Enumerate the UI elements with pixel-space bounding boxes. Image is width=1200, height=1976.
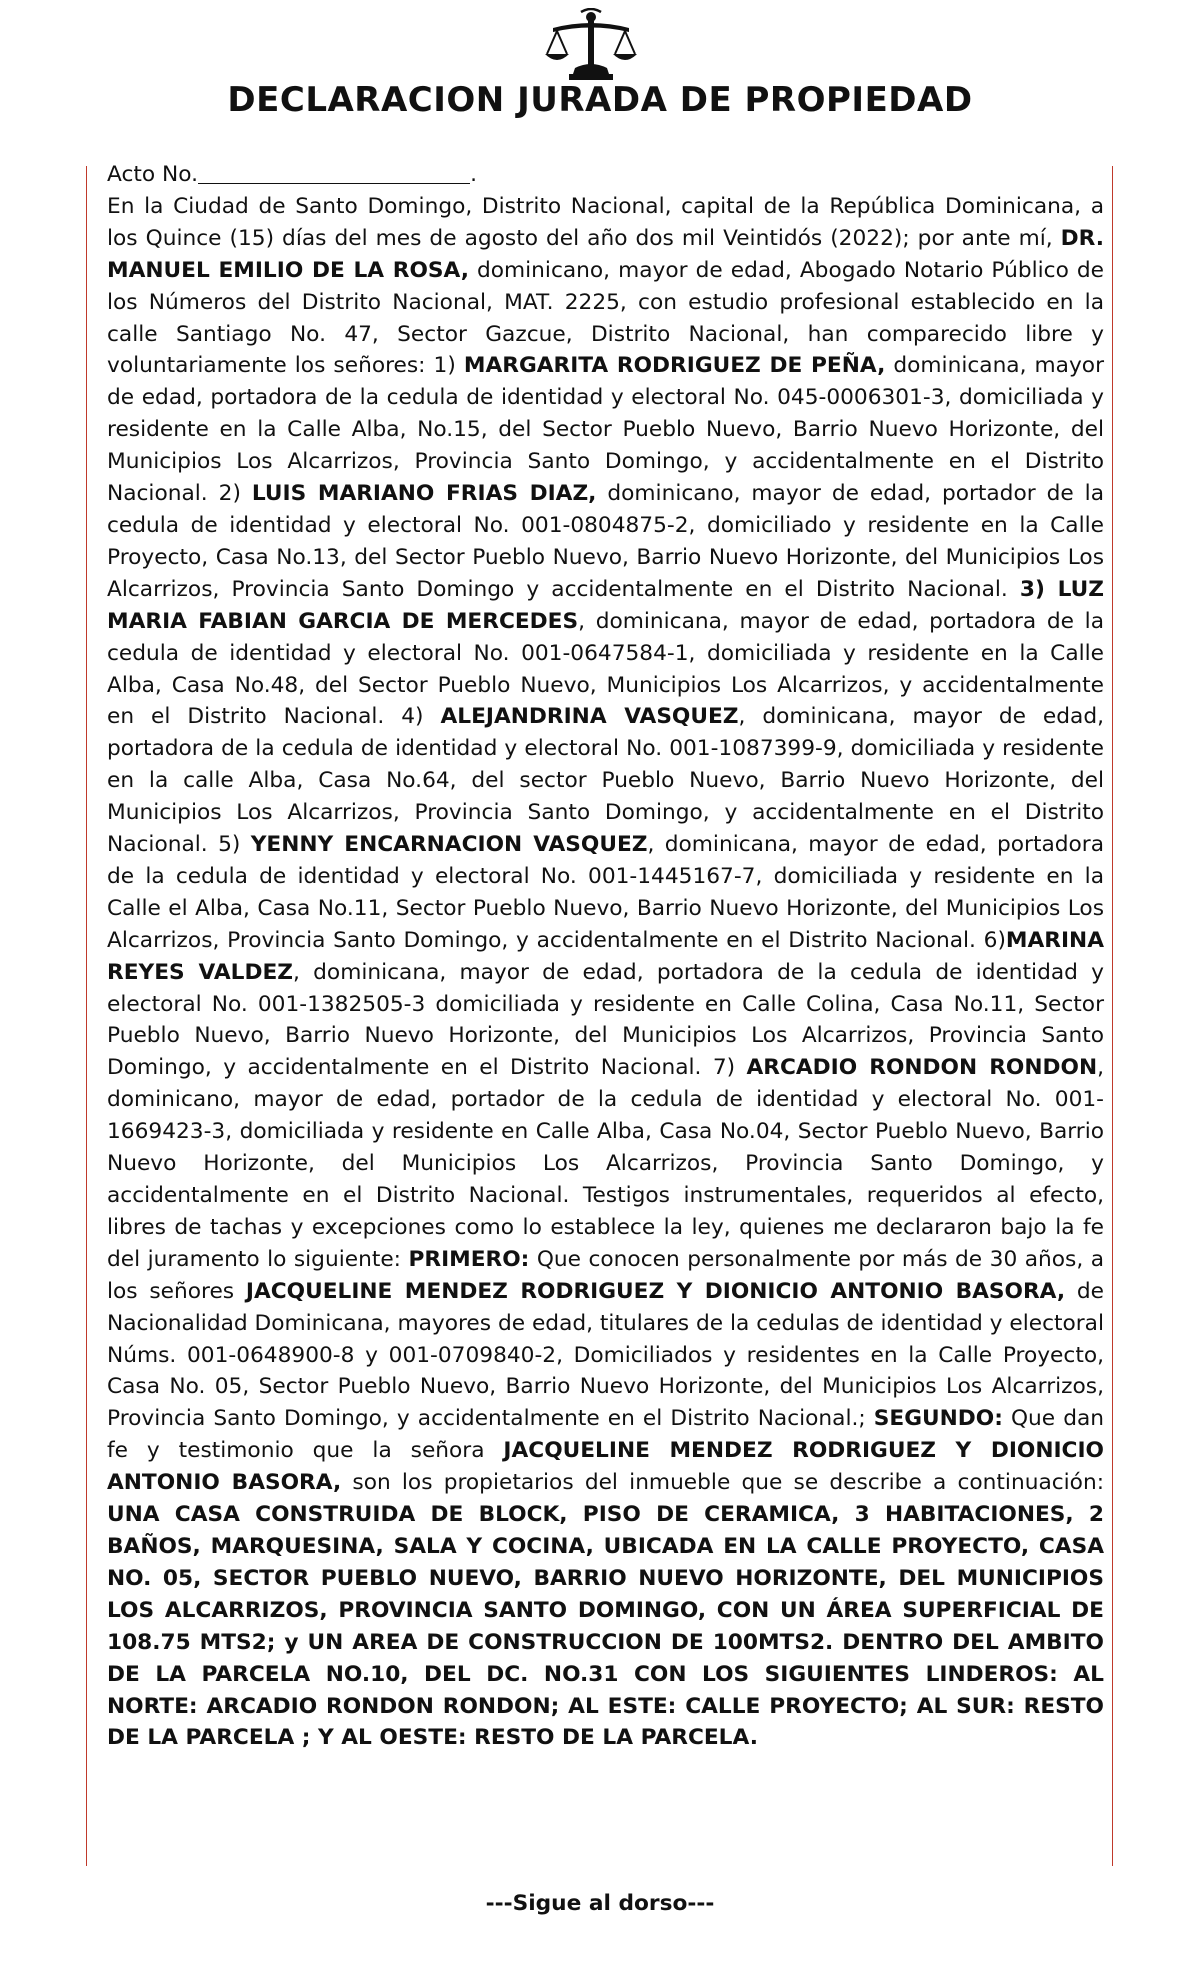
document-body: [107, 159, 1104, 1754]
body-text-segment: dominicano, mayor de edad, portador de la cedula de identidad y electoral No. 001-0804875-2, domiciliado y residente en la Calle Proyecto, Casa No.13, del Sector Pueblo Nuevo, Barrio Nuevo Horizonte, del Municipios Los Alcarrizos, Provincia Santo Domingo y accidentalmente en el Distrito Nacional.: [107, 481, 1104, 602]
witness-name-5: YENNY ENCARNACION VASQUEZ: [250, 832, 648, 858]
body-text-segment: son los propietarios del inmueble que se describe a continuación:: [341, 1470, 1104, 1496]
witness-name-4: ALEJANDRINA VASQUEZ: [440, 704, 739, 730]
owners-names: JACQUELINE MENDEZ RODRIGUEZ Y DIONICIO ANTONIO BASORA,: [245, 1278, 1066, 1304]
body-text-segment: Que dan fe y testimonio que la señora: [107, 1406, 1104, 1464]
acto-label: Acto No.: [107, 162, 199, 187]
body-text-segment: de Nacionalidad Dominicana, mayores de edad, titulares de la cedulas de identidad y electoral Núms. 001-0648900-8 y 001-0709840-2, Domiciliados y residentes en la Calle Proyecto, Casa No. 05, Sector Pueblo Nuevo, Barrio Nuevo Horizonte, del Municipios Los Alcarrizos, Provincia Santo Domingo, y accidentalmente en el Distrito Nacional.;: [107, 1278, 1104, 1432]
clause-primero-label: PRIMERO:: [408, 1246, 530, 1272]
continued-overleaf-note: ---Sigue al dorso---: [485, 1891, 715, 1916]
scales-of-justice-icon: [545, 8, 637, 84]
witness-name-3: 3) LUZ MARIA FABIAN GARCIA DE MERCEDES: [107, 576, 1104, 634]
witness-name-6: MARINA REYES VALDEZ: [107, 927, 1104, 985]
witness-name-7: ARCADIO RONDON RONDON: [746, 1055, 1098, 1081]
left-margin-line: [86, 166, 87, 1866]
document-title: DECLARACION JURADA DE PROPIEDAD: [227, 80, 973, 120]
body-text-segment: , dominicano, mayor de edad, portador de la cedula de identidad y electoral No. 001-1669423-3, domiciliada y residente en Calle Alba, Casa No.04, Sector Pueblo Nuevo, Barrio Nuevo Horizonte, del Municipios Los Alcarrizos, Provincia Santo Domingo, y accidentalmente en el Distrito Nacional. Testigos instrumentales, requeridos al efecto, libres de tachas y excepciones como lo establece la ley, quienes me declararon bajo la fe del juramento lo siguiente:: [107, 1055, 1104, 1272]
acto-line: [107, 159, 1104, 191]
owners-names-repeat: JACQUELINE MENDEZ RODRIGUEZ Y DIONICIO ANTONIO BASORA,: [107, 1438, 1104, 1496]
notary-name: DR. MANUEL EMILIO DE LA ROSA,: [107, 225, 1104, 283]
body-text-segment: , dominicana, mayor de edad, portadora de la cedula de identidad y electoral No. 001-1382505-3 domiciliada y residente en Calle Colina, Casa No.11, Sector Pueblo Nuevo, Barrio Nuevo Horizonte, del Municipios Los Alcarrizos, Provincia Santo Domingo, y accidentalmente en el Distrito Nacional. 7): [107, 959, 1104, 1081]
property-description: UNA CASA CONSTRUIDA DE BLOCK, PISO DE CERAMICA, 3 HABITACIONES, 2 BAÑOS, MARQUESINA, SALA Y COCINA, UBICADA EN LA CALLE PROYECTO, CASA NO. 05, SECTOR PUEBLO NUEVO, BARRIO NUEVO HORIZONTE, DEL MUNICIPIOS LOS ALCARRIZOS, PROVINCIA SANTO DOMINGO, CON UN ÁREA SUPERFICIAL DE 108.75 MTS2; y UN AREA DE CONSTRUCCION DE 100MTS2. DENTRO DEL AMBITO DE LA PARCELA NO.10, DEL DC. NO.31 CON LOS SIGUIENTES LINDEROS: AL NORTE: ARCADIO RONDON RONDON; AL ESTE: CALLE PROYECTO; AL SUR: RESTO DE LA PARCELA ; Y AL OESTE: RESTO DE LA PARCELA.: [107, 1502, 1104, 1751]
right-margin-line: [1112, 166, 1113, 1866]
body-text-segment: dominicana, mayor de edad, portadora de la cedula de identidad y electoral No. 045-0006301-3, domiciliada y residente en la Calle Alba, No.15, del Sector Pueblo Nuevo, Barrio Nuevo Horizonte, del Municipios Los Alcarrizos, Provincia Santo Domingo, y accidentalmente en el Distrito Nacional. 2): [107, 353, 1104, 507]
acto-number-blank: [198, 161, 470, 184]
body-text-segment: En la Ciudad de Santo Domingo, Distrito Nacional, capital de la República Dominicana, a los Quince (15) días del mes de agosto del año dos mil Veintidós (2022); por ante mí,: [107, 193, 1104, 251]
acto-period: .: [470, 162, 477, 187]
clause-segundo-label: SEGUNDO:: [873, 1406, 1003, 1432]
body-text-segment: , dominicana, mayor de edad, portadora de la cedula de identidad y electoral No. 001-0647584-1, domiciliada y residente en la Calle Alba, Casa No.48, del Sector Pueblo Nuevo, Municipios Los Alcarrizos, y accidentalmente en el Distrito Nacional. 4): [107, 608, 1104, 730]
body-text-segment: , dominicana, mayor de edad, portadora de la cedula de identidad y electoral No. 001-1445167-7, domiciliada y residente en la Calle el Alba, Casa No.11, Sector Pueblo Nuevo, Barrio Nuevo Horizonte, del Municipios Los Alcarrizos, Provincia Santo Domingo, y accidentalmente en el Distrito Nacional. 6): [107, 832, 1104, 953]
body-paragraph: [107, 191, 1104, 1754]
body-text-segment: , dominicana, mayor de edad, portadora de la cedula de identidad y electoral No. 001-1087399-9, domiciliada y residente en la calle Alba, Casa No.64, del sector Pueblo Nuevo, Barrio Nuevo Horizonte, del Municipios Los Alcarrizos, Provincia Santo Domingo, y accidentalmente en el Distrito Nacional. 5): [107, 704, 1104, 858]
body-text-segment: Que conocen personalmente por más de 30 años, a los señores: [107, 1246, 1105, 1304]
witness-name-2: LUIS MARIANO FRIAS DIAZ,: [251, 481, 597, 507]
witness-name-1: MARGARITA RODRIGUEZ DE PEÑA,: [463, 353, 886, 379]
body-text-segment: dominicano, mayor de edad, Abogado Notario Público de los Números del Distrito Nacional, MAT. 2225, con estudio profesional establecido en la calle Santiago No. 47, Sector Gazcue, Distrito Nacional, han comparecido libre y voluntariamente los señores: 1): [107, 257, 1104, 379]
